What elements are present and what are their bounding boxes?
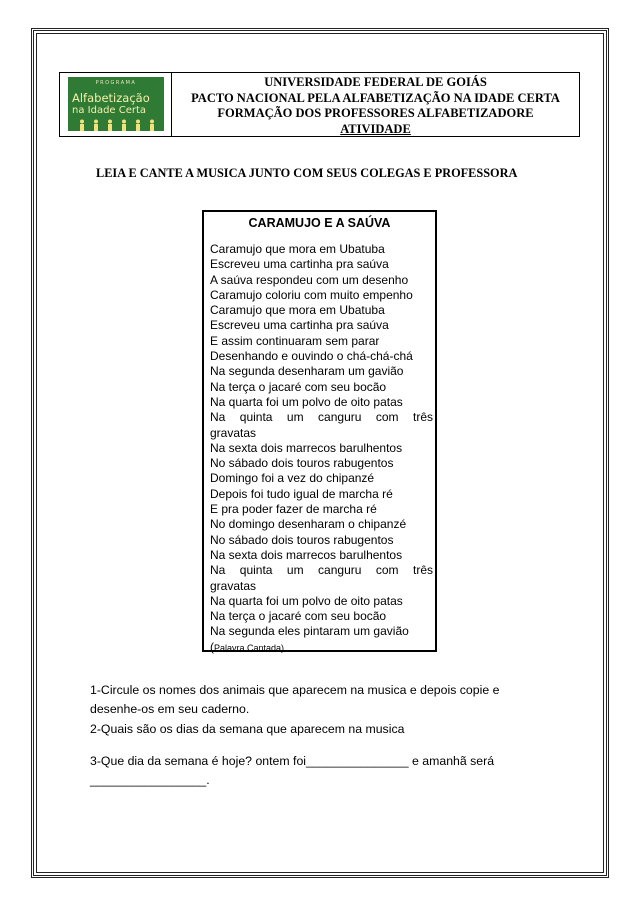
lyric-line: Escreveu uma cartinha pra saúva — [210, 318, 389, 333]
song-lyrics — [210, 242, 433, 656]
song-credit — [210, 640, 433, 656]
lyric-line: No sábado dois touros rabugentos — [210, 456, 394, 471]
lyric-line: Caramujo coloriu com muito empenho — [210, 287, 413, 302]
logo-title-line1: Alfabetização — [72, 91, 150, 105]
logo-program-label: PROGRAMA — [95, 80, 137, 86]
lyric-line: Depois foi tudo igual de marcha ré — [210, 486, 393, 501]
lyric-line: Na sexta dois marrecos barulhentos — [210, 547, 403, 562]
training-name: FORMAÇÃO DOS PROFESSORES ALFABETIZADORE — [217, 106, 534, 120]
activity-label: ATIVIDADE — [340, 121, 411, 136]
lyric-line: Na quinta um canguru com três — [210, 410, 433, 425]
lyric-line: Desenhando e ouvindo o chá-chá-chá — [210, 349, 413, 364]
logo-cell — [60, 73, 172, 136]
lyric-line: Na quarta foi um polvo de oito patas — [210, 394, 403, 409]
lyric-line: E assim continuaram sem parar — [210, 333, 380, 348]
lyric-line: Na quinta um canguru com três — [210, 563, 433, 578]
program-logo — [68, 77, 164, 131]
lyric-line: gravatas — [210, 425, 257, 440]
lyric-line: Na quarta foi um polvo de oito patas — [210, 593, 403, 608]
header-text — [172, 75, 579, 137]
song-box — [202, 210, 437, 652]
lyric-line: Caramujo que mora em Ubatuba — [210, 303, 385, 318]
university-name: UNIVERSIDADE FEDERAL DE GOIÁS — [264, 75, 487, 89]
lyric-line: Na segunda eles pintaram um gavião — [210, 624, 409, 639]
song-title: CARAMUJO E A SAÚVA — [248, 216, 391, 230]
lyric-line: Escreveu uma cartinha pra saúva — [210, 257, 389, 272]
lyric-line: Na terça o jacaré com seu bocão — [210, 609, 387, 624]
question-2: 2-Quais são os dias da semana que aparecem na musica — [90, 722, 405, 736]
question-3: 3-Que dia da semana é hoje? ontem foi_______________ e amanhã será _________________. — [90, 754, 495, 787]
lyric-line: E pra poder fazer de marcha ré — [210, 502, 377, 517]
lyric-line: No domingo desenharam o chipanzé — [210, 517, 407, 532]
pact-name: PACTO NACIONAL PELA ALFABETIZAÇÃO NA IDADE CERTA — [191, 90, 560, 105]
instruction-text: LEIA E CANTE A MUSICA JUNTO COM SEUS COLEGAS E PROFESSORA — [96, 166, 518, 180]
lyric-line: gravatas — [210, 578, 257, 593]
children-figures-icon — [76, 119, 158, 131]
lyric-line: Na terça o jacaré com seu bocão — [210, 379, 387, 394]
lyric-line: Domingo foi a vez do chipanzé — [210, 471, 375, 486]
lyric-line: Caramujo que mora em Ubatuba — [210, 242, 385, 256]
lyric-line: Na segunda desenharam um gavião — [210, 364, 404, 379]
credit-open-paren: ( — [210, 639, 214, 654]
logo-title-line2: na Idade Certa — [72, 105, 147, 116]
header-table — [59, 72, 580, 137]
credit-text: Palavra Cantada) — [214, 642, 285, 653]
question-1: 1-Circule os nomes dos animais que aparecem na musica e depois copie e desenhe-os em seu caderno. — [90, 683, 500, 716]
lyric-line: A saúva respondeu com um desenho — [210, 272, 409, 287]
lyric-line: Na sexta dois marrecos barulhentos — [210, 440, 403, 455]
lyric-line: No sábado dois touros rabugentos — [210, 532, 394, 547]
